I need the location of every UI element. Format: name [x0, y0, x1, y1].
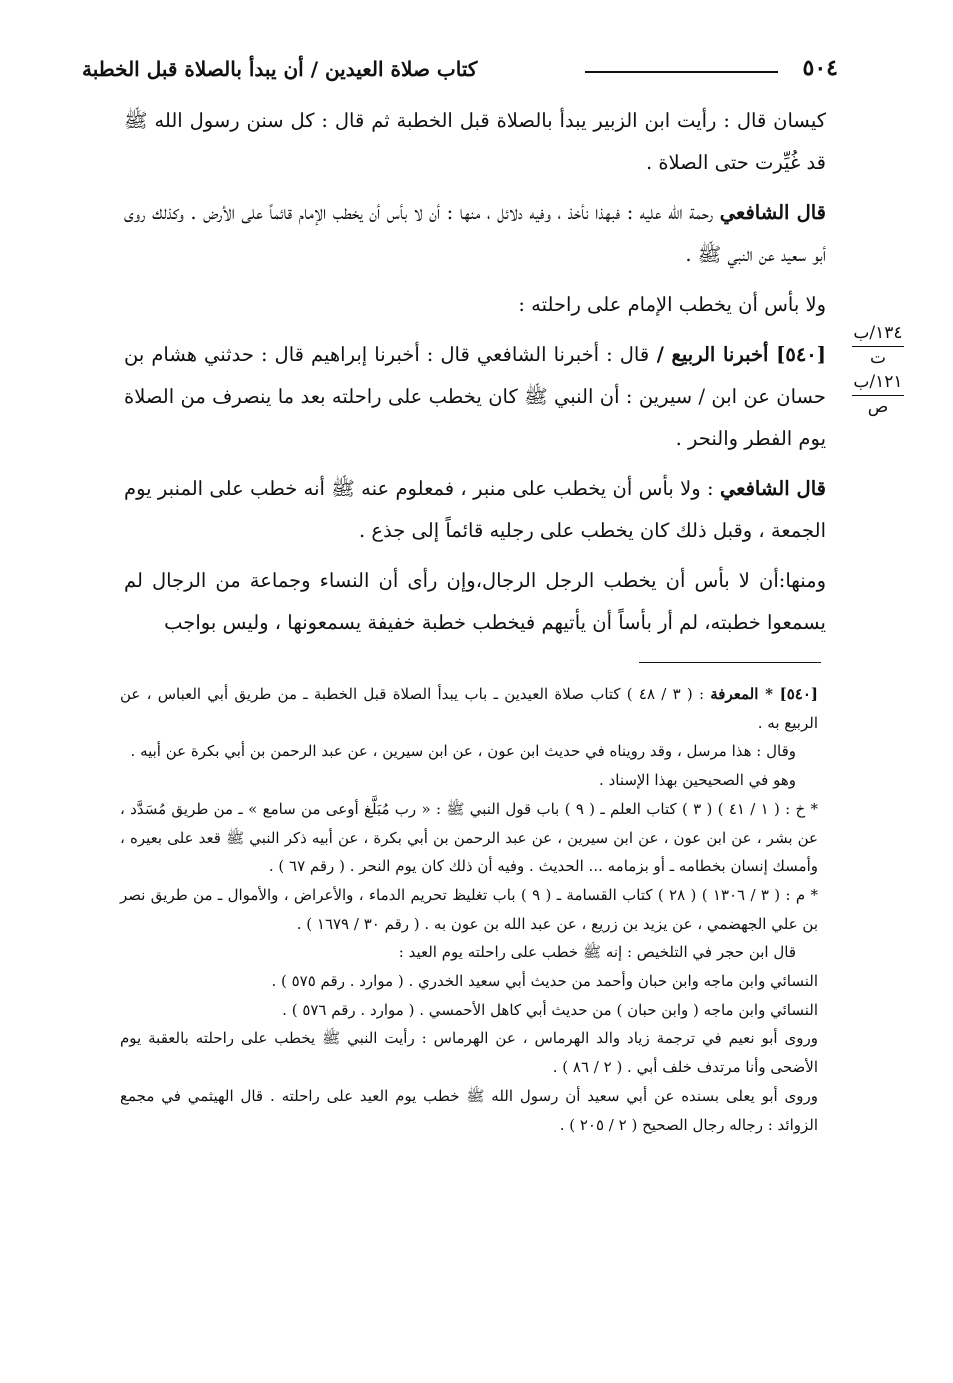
footnote: وقال : هذا مرسل ، وقد رويناه في حديث ابن عون ، عن ابن سيرين ، عن عبد الرحمن بن أبي بكرة عن أبيه . [130, 742, 796, 761]
margin-ref: ت [869, 348, 886, 368]
footnote [120, 680, 818, 737]
paragraph: ولا بأس أن يخطب الإمام على راحلته : [518, 293, 826, 316]
speaker-label: قال الشافعي [719, 201, 827, 224]
footnote: * خ : ( ١ / ٤١ ) ( ٣ ) كتاب العلم ـ ( ٩ ) باب قول النبي ﷺ : « رب مُبَلَّغ أوعى من سامع » ـ من طريق مُسَدَّد ، عن بشر ، عن ابن عون ، عن ابن سيرين ، عن عبد الرحمن بن أبي بكرة ، عن أبيه ذكر النبي ﷺ قعد على بعيره ، وأمسك إنسان بخطامه ـ أو بزمامه ... الحديث . وفيه أن ذلك كان يوم النحر . ( رقم ٦٧ ) . [120, 799, 818, 876]
paragraph [124, 468, 826, 552]
paragraph: كيسان قال : رأيت ابن الزبير يبدأ بالصلاة قبل الخطبة ثم قال : كل سنن رسول الله ﷺ قد غُيِّرت حتى الصلاة . [124, 109, 826, 174]
footnote: وروى أبو يعلى بسنده عن أبي سعيد أن رسول الله ﷺ خطب يوم العيد على راحلته . قال الهيثمي في مجمع الزوائد : رجاله رجال الصحيح ( ٢ / ٢٠٥ ) . [120, 1086, 818, 1134]
paragraph-text: قال : أخبرنا الشافعي قال : أخبرنا إبراهيم قال : حدثني هشام بن حسان عن ابن / سيرين : أن النبي ﷺ كان يخطب على راحلته بعد ما ينصرف من الصلاة يوم الفطر والنحر . [124, 343, 826, 450]
main-text [124, 100, 826, 652]
paragraph-text: رحمة الله عليه : فبهذا نأخذ ، وفيه دلائل ، منها : أن لا بأس أن يخطب الإمام قائماً على الأرض . وكذلك روى أبو سعيد عن النبي ﷺ . [124, 201, 826, 266]
header-rule [585, 71, 778, 73]
footnote-text: : ( ٣ / ٤٨ ) كتاب صلاة العيدين ـ باب يبدأ الصلاة قبل الخطبة ـ من طريق أبي العباس ، عن الربيع به . [120, 685, 818, 732]
paragraph-text: : ولا بأس أن يخطب على منبر ، فمعلوم عنه ﷺ أنه خطب على المنبر يوم الجمعة ، وقبل ذلك كان يخطب على رجليه قائماً إلى جذع . [124, 477, 826, 542]
footnote: وروى أبو نعيم في ترجمة زياد والد الهرماس ، عن الهرماس : رأيت النبي ﷺ يخطب على راحلته بالعقبة يوم الأضحى وأنا مرتدف خلف أبي . ( ٢ / ٨٦ ) . [120, 1029, 818, 1077]
footnote: وهو في الصحيحين بهذا الإسناد . [599, 771, 796, 790]
footnote-separator [639, 662, 821, 663]
narration-label: [٥٤٠] أخبرنا الربيع / [649, 343, 826, 366]
running-title: كتاب صلاة العيدين / أن يبدأ بالصلاة قبل الخطبة [82, 57, 478, 81]
footnotes [120, 680, 818, 1139]
page-number: ٥٠٤ [802, 55, 838, 81]
paragraph: ومنها:أن لا بأس أن يخطب الرجل الرجال،وإن رأى أن النساء وجماعة من الرجال لم يسمعوا خطبته، لم أر بأساً أن يأتيهم فيخطب خطبة خفيفة يسمعونها ، وليس بواجب [124, 569, 826, 634]
footnote: قال ابن حجر في التلخيص : إنه ﷺ خطب على راحلته يوم العيد : [398, 943, 796, 962]
paragraph [124, 192, 826, 276]
footnote: النسائي وابن ماجه ( وابن حبان ) من حديث أبي كاهل الأحمسي . ( موارد . رقم ٥٧٦ ) . [282, 1000, 818, 1019]
running-header [82, 55, 838, 89]
paragraph [124, 334, 826, 460]
margin-ref: ١٣٤/ب [852, 322, 904, 347]
speaker-label: قال الشافعي [719, 477, 826, 500]
footnote: النسائي وابن ماجه وابن حبان وأحمد من حديث أبي سعيد الخدري . ( موارد . رقم ٥٧٥ ) . [271, 972, 818, 991]
footnote-label: [٥٤٠] * المعرفة [710, 685, 818, 703]
footnote: * م : ( ٣ / ١٣٠٦ ) ( ٢٨ ) كتاب القسامة ـ ( ٩ ) باب تغليظ تحريم الدماء ، والأعراض ، والأموال ـ من طريق نصر بن علي الجهضمي ، عن يزيد بن زريع ، عن عبد الله بن عون به . ( رقم ٣٠ / ١٦٧٩ ) . [120, 885, 819, 933]
margin-ref: ١٢١/ب [852, 371, 904, 396]
manuscript-margin-refs [852, 322, 904, 420]
margin-ref: ص [867, 397, 889, 417]
